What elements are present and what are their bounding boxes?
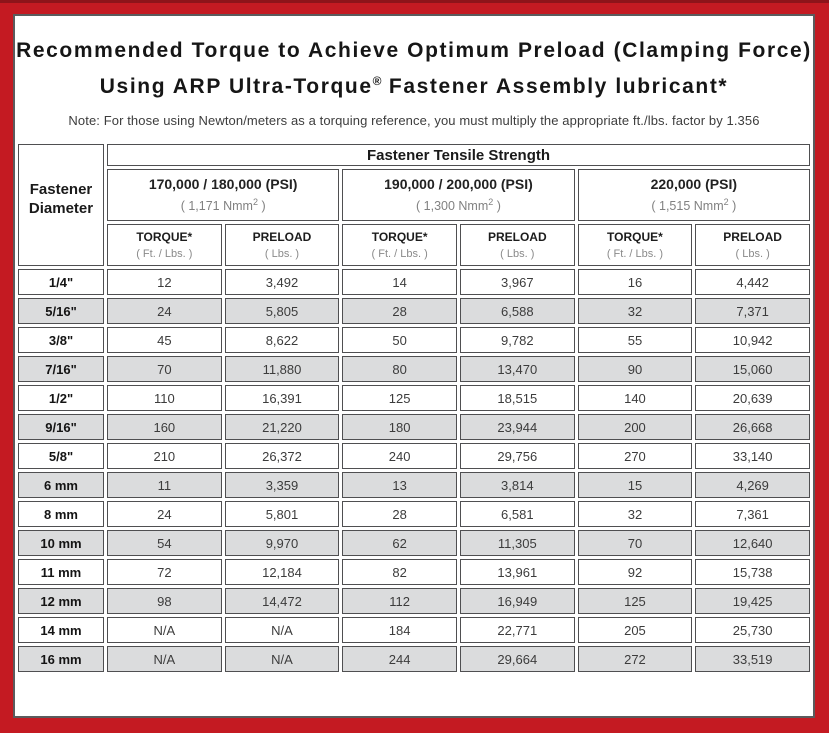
torque-value-cell: 55 bbox=[578, 327, 693, 353]
preload-value-cell: 7,361 bbox=[695, 501, 810, 527]
preload-value-cell: 26,668 bbox=[695, 414, 810, 440]
torque-value-cell: 32 bbox=[578, 298, 693, 324]
fastener-diameter-header bbox=[18, 144, 104, 266]
preload-value-cell: 19,425 bbox=[695, 588, 810, 614]
psi-group-170-180 bbox=[107, 169, 339, 221]
table-row bbox=[18, 356, 810, 382]
preload-value-cell: 29,756 bbox=[460, 443, 575, 469]
preload-value-cell: 15,060 bbox=[695, 356, 810, 382]
fastener-diameter-cell: 6 mm bbox=[18, 472, 104, 498]
tensile-strength-header: Fastener Tensile Strength bbox=[107, 144, 810, 166]
torque-value-cell: 98 bbox=[107, 588, 222, 614]
torque-value-cell: N/A bbox=[107, 646, 222, 672]
torque-column-header: TORQUE* ( Ft. / Lbs. ) bbox=[342, 224, 457, 266]
fastener-diameter-cell: 7/16" bbox=[18, 356, 104, 382]
table-row bbox=[18, 414, 810, 440]
preload-value-cell: 10,942 bbox=[695, 327, 810, 353]
preload-value-cell: 11,880 bbox=[225, 356, 340, 382]
torque-value-cell: 24 bbox=[107, 298, 222, 324]
torque-value-cell: 110 bbox=[107, 385, 222, 411]
preload-value-cell: 12,640 bbox=[695, 530, 810, 556]
preload-value-cell: 18,515 bbox=[460, 385, 575, 411]
torque-value-cell: 92 bbox=[578, 559, 693, 585]
preload-value-cell: 3,814 bbox=[460, 472, 575, 498]
table-row bbox=[18, 385, 810, 411]
torque-value-cell: 70 bbox=[107, 356, 222, 382]
psi-group-label: 170,000 / 180,000 (PSI) bbox=[148, 176, 298, 193]
torque-value-cell: 125 bbox=[342, 385, 457, 411]
torque-value-cell: 13 bbox=[342, 472, 457, 498]
table-row bbox=[18, 559, 810, 585]
preload-value-cell: 8,622 bbox=[225, 327, 340, 353]
torque-value-cell: 244 bbox=[342, 646, 457, 672]
preload-value-cell: 23,944 bbox=[460, 414, 575, 440]
table-row bbox=[18, 617, 810, 643]
psi-group-190-200 bbox=[342, 169, 574, 221]
torque-value-cell: 11 bbox=[107, 472, 222, 498]
preload-value-cell: 25,730 bbox=[695, 617, 810, 643]
registered-trademark-symbol: ® bbox=[372, 74, 382, 88]
content-panel bbox=[13, 14, 815, 718]
psi-group-header-row bbox=[18, 169, 810, 221]
torque-value-cell: 90 bbox=[578, 356, 693, 382]
preload-value-cell: 14,472 bbox=[225, 588, 340, 614]
fastener-diameter-cell: 8 mm bbox=[18, 501, 104, 527]
torque-value-cell: 140 bbox=[578, 385, 693, 411]
preload-column-header: PRELOAD ( Lbs. ) bbox=[225, 224, 340, 266]
preload-value-cell: 33,519 bbox=[695, 646, 810, 672]
fastener-diameter-cell: 5/8" bbox=[18, 443, 104, 469]
torque-value-cell: 82 bbox=[342, 559, 457, 585]
preload-value-cell: 3,967 bbox=[460, 269, 575, 295]
preload-value-cell: 13,961 bbox=[460, 559, 575, 585]
torque-value-cell: 272 bbox=[578, 646, 693, 672]
torque-value-cell: 45 bbox=[107, 327, 222, 353]
page-title-line1: Recommended Torque to Achieve Optimum Preload (Clamping Force) bbox=[16, 39, 812, 62]
preload-value-cell: 5,801 bbox=[225, 501, 340, 527]
preload-value-cell: 9,782 bbox=[460, 327, 575, 353]
table-row bbox=[18, 269, 810, 295]
psi-group-label: 220,000 (PSI) bbox=[650, 176, 737, 193]
table-row bbox=[18, 530, 810, 556]
preload-value-cell: 22,771 bbox=[460, 617, 575, 643]
psi-group-220 bbox=[578, 169, 810, 221]
torque-value-cell: 270 bbox=[578, 443, 693, 469]
torque-value-cell: 80 bbox=[342, 356, 457, 382]
preload-value-cell: 26,372 bbox=[225, 443, 340, 469]
preload-value-cell: 12,184 bbox=[225, 559, 340, 585]
torque-value-cell: 210 bbox=[107, 443, 222, 469]
column-header-row bbox=[18, 224, 810, 266]
torque-value-cell: 180 bbox=[342, 414, 457, 440]
tensile-strength-header-row bbox=[18, 144, 810, 166]
torque-value-cell: 54 bbox=[107, 530, 222, 556]
torque-value-cell: 12 bbox=[107, 269, 222, 295]
torque-column-header: TORQUE* ( Ft. / Lbs. ) bbox=[107, 224, 222, 266]
fastener-diameter-cell: 5/16" bbox=[18, 298, 104, 324]
preload-value-cell: 3,359 bbox=[225, 472, 340, 498]
preload-value-cell: N/A bbox=[225, 617, 340, 643]
fastener-diameter-cell: 9/16" bbox=[18, 414, 104, 440]
title-block bbox=[15, 16, 813, 128]
frame-top-edge bbox=[0, 0, 829, 3]
preload-value-cell: 4,269 bbox=[695, 472, 810, 498]
preload-value-cell: 5,805 bbox=[225, 298, 340, 324]
torque-value-cell: 200 bbox=[578, 414, 693, 440]
preload-value-cell: 6,588 bbox=[460, 298, 575, 324]
table-row bbox=[18, 298, 810, 324]
torque-value-cell: 28 bbox=[342, 501, 457, 527]
torque-value-cell: 24 bbox=[107, 501, 222, 527]
preload-value-cell: 7,371 bbox=[695, 298, 810, 324]
torque-value-cell: 205 bbox=[578, 617, 693, 643]
torque-value-cell: 62 bbox=[342, 530, 457, 556]
torque-value-cell: 72 bbox=[107, 559, 222, 585]
preload-value-cell: 13,470 bbox=[460, 356, 575, 382]
page-title-line2 bbox=[15, 66, 813, 102]
torque-value-cell: 160 bbox=[107, 414, 222, 440]
torque-value-cell: 15 bbox=[578, 472, 693, 498]
table-row bbox=[18, 472, 810, 498]
table-row bbox=[18, 501, 810, 527]
title-line2-text: Using ARP Ultra-Torque bbox=[99, 75, 373, 98]
preload-value-cell: 9,970 bbox=[225, 530, 340, 556]
torque-value-cell: 28 bbox=[342, 298, 457, 324]
preload-value-cell: 21,220 bbox=[225, 414, 340, 440]
torque-value-cell: N/A bbox=[107, 617, 222, 643]
table-row bbox=[18, 327, 810, 353]
torque-value-cell: 50 bbox=[342, 327, 457, 353]
psi-group-label: 190,000 / 200,000 (PSI) bbox=[384, 176, 533, 193]
torque-value-cell: 32 bbox=[578, 501, 693, 527]
fastener-diameter-cell: 10 mm bbox=[18, 530, 104, 556]
table-row bbox=[18, 646, 810, 672]
fastener-diameter-cell: 16 mm bbox=[18, 646, 104, 672]
fastener-diameter-cell: 12 mm bbox=[18, 588, 104, 614]
preload-value-cell: 11,305 bbox=[460, 530, 575, 556]
nmm-label: ( 1,300 Nmm$^2$ ) bbox=[416, 197, 501, 214]
preload-value-cell: 29,664 bbox=[460, 646, 575, 672]
torque-table bbox=[15, 141, 813, 675]
nmm-label: ( 1,171 Nmm$^2$ ) bbox=[180, 197, 266, 214]
torque-value-cell: 240 bbox=[342, 443, 457, 469]
table-row bbox=[18, 588, 810, 614]
fastener-diameter-header-line1: Fastener bbox=[29, 181, 93, 198]
preload-column-header: PRELOAD ( Lbs. ) bbox=[460, 224, 575, 266]
fastener-diameter-cell: 1/2" bbox=[18, 385, 104, 411]
preload-value-cell: N/A bbox=[225, 646, 340, 672]
torque-value-cell: 70 bbox=[578, 530, 693, 556]
preload-value-cell: 20,639 bbox=[695, 385, 810, 411]
title-line2-tail: Fastener Assembly lubricant* bbox=[381, 75, 729, 98]
preload-value-cell: 33,140 bbox=[695, 443, 810, 469]
preload-value-cell: 3,492 bbox=[225, 269, 340, 295]
torque-value-cell: 16 bbox=[578, 269, 693, 295]
preload-value-cell: 4,442 bbox=[695, 269, 810, 295]
conversion-note: Note: For those using Newton/meters as a torquing reference, you must multiply the appropriate ft./lbs. factor by 1.356 bbox=[68, 113, 760, 128]
preload-value-cell: 15,738 bbox=[695, 559, 810, 585]
fastener-diameter-cell: 11 mm bbox=[18, 559, 104, 585]
torque-column-header: TORQUE* ( Ft. / Lbs. ) bbox=[578, 224, 693, 266]
torque-value-cell: 184 bbox=[342, 617, 457, 643]
preload-value-cell: 6,581 bbox=[460, 501, 575, 527]
torque-value-cell: 125 bbox=[578, 588, 693, 614]
table-row bbox=[18, 443, 810, 469]
preload-value-cell: 16,391 bbox=[225, 385, 340, 411]
nmm-label: ( 1,515 Nmm$^2$ ) bbox=[651, 197, 737, 214]
preload-column-header: PRELOAD ( Lbs. ) bbox=[695, 224, 810, 266]
fastener-diameter-cell: 14 mm bbox=[18, 617, 104, 643]
preload-value-cell: 16,949 bbox=[460, 588, 575, 614]
fastener-diameter-cell: 1/4" bbox=[18, 269, 104, 295]
fastener-diameter-cell: 3/8" bbox=[18, 327, 104, 353]
fastener-diameter-header-line2: Diameter bbox=[28, 200, 94, 217]
torque-value-cell: 112 bbox=[342, 588, 457, 614]
torque-value-cell: 14 bbox=[342, 269, 457, 295]
